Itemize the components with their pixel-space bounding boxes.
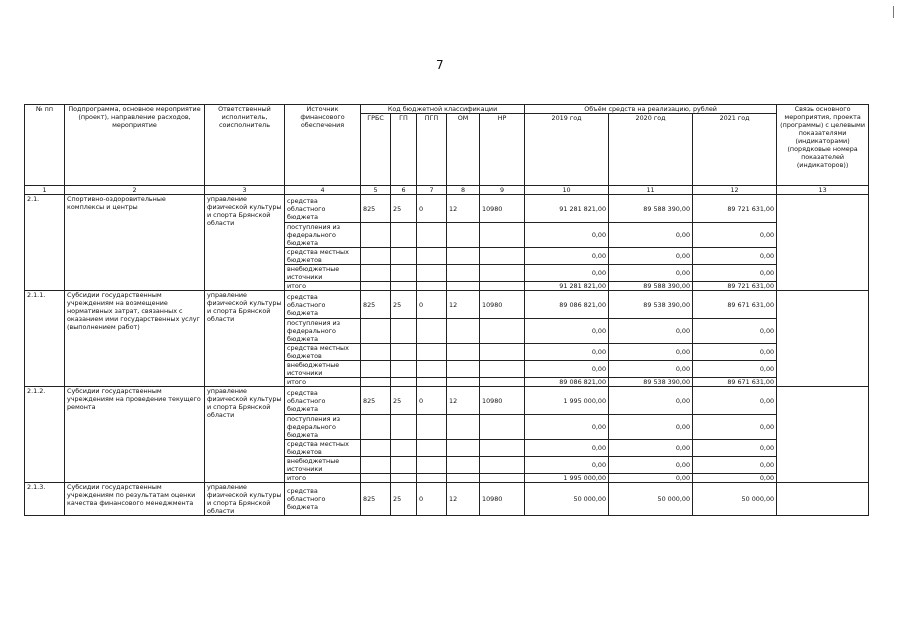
col-number: 4 [285, 186, 361, 195]
amount-2021: 0,00 [693, 319, 777, 344]
amount-2021: 0,00 [693, 440, 777, 457]
amount-2021: 89 671 631,00 [693, 291, 777, 319]
amount-2019: 50 000,00 [525, 483, 609, 516]
row-num: 2.1. [25, 195, 65, 291]
amount-2021: 0,00 [693, 344, 777, 361]
code-gp: 25 [391, 387, 417, 415]
amount-2020: 0,00 [609, 415, 693, 440]
row-name: Спортивно-оздоровительные комплексы и центры [65, 195, 205, 291]
amount-2019: 0,00 [525, 248, 609, 265]
col-number: 2 [65, 186, 205, 195]
code-om: 12 [447, 387, 480, 415]
amount-2019: 0,00 [525, 361, 609, 378]
col-number: 6 [391, 186, 417, 195]
source-regional: средства областного бюджета [285, 483, 361, 516]
amount-2021: 89 721 631,00 [693, 195, 777, 223]
header-volume: Объём средств на реализацию, рублей [525, 105, 777, 114]
col-number: 8 [447, 186, 480, 195]
column-numbers-row [25, 186, 869, 195]
amount-2020: 0,00 [609, 457, 693, 474]
source-local: средства местных бюджетов [285, 344, 361, 361]
code-nr: 10980 [480, 483, 525, 516]
total-2019: 91 281 821,00 [525, 282, 609, 291]
col-number: 11 [609, 186, 693, 195]
header-pgp: ПГП [417, 114, 447, 186]
indicator-link [777, 195, 869, 291]
code-gp: 25 [391, 195, 417, 223]
total-2019: 89 086 821,00 [525, 378, 609, 387]
table-row [25, 387, 869, 415]
code-om: 12 [447, 195, 480, 223]
amount-2019: 1 995 000,00 [525, 387, 609, 415]
header-2021: 2021 год [693, 114, 777, 186]
amount-2019: 91 281 821,00 [525, 195, 609, 223]
source-regional: средства областного бюджета [285, 387, 361, 415]
source-federal: поступления из федерального бюджета [285, 319, 361, 344]
header-om: ОМ [447, 114, 480, 186]
code-pgp: 0 [417, 387, 447, 415]
source-federal: поступления из федерального бюджета [285, 415, 361, 440]
amount-2020: 50 000,00 [609, 483, 693, 516]
amount-2020: 0,00 [609, 265, 693, 282]
amount-2019: 0,00 [525, 415, 609, 440]
table-row [25, 195, 869, 223]
col-number: 13 [777, 186, 869, 195]
row-name: Субсидии государственным учреждениям на проведение текущего ремонта [65, 387, 205, 483]
amount-2020: 0,00 [609, 361, 693, 378]
header-budget-code: Код бюджетной классификации [361, 105, 525, 114]
amount-2020: 89 588 390,00 [609, 195, 693, 223]
header-grbs: ГРБС [361, 114, 391, 186]
code-pgp: 0 [417, 291, 447, 319]
table-row [25, 483, 869, 516]
col-number: 7 [417, 186, 447, 195]
header-executor: Ответственный исполнитель, соисполнитель [205, 105, 285, 186]
code-grbs: 825 [361, 387, 391, 415]
row-executor: управление физической культуры и спорта Брянской области [205, 483, 285, 516]
source-local: средства местных бюджетов [285, 248, 361, 265]
code-nr: 10980 [480, 195, 525, 223]
source-total: итого [285, 282, 361, 291]
header-2020: 2020 год [609, 114, 693, 186]
amount-2020: 0,00 [609, 319, 693, 344]
col-number: 1 [25, 186, 65, 195]
page-number: 7 [436, 58, 444, 72]
amount-2021: 0,00 [693, 387, 777, 415]
total-2019: 1 995 000,00 [525, 474, 609, 483]
amount-2020: 0,00 [609, 440, 693, 457]
amount-2021: 0,00 [693, 415, 777, 440]
row-name: Субсидии государственным учреждениям на возмещение нормативных затрат, связанных с оказанием ими государственных услуг (выполнением работ) [65, 291, 205, 387]
header-num: № пп [25, 105, 65, 186]
source-extra: внебюджетные источники [285, 361, 361, 378]
header-source: Источник финансового обеспечения [285, 105, 361, 186]
amount-2021: 0,00 [693, 361, 777, 378]
row-num: 2.1.1. [25, 291, 65, 387]
header-2019: 2019 год [525, 114, 609, 186]
source-regional: средства областного бюджета [285, 195, 361, 223]
indicator-link [777, 387, 869, 483]
scan-edge-mark [893, 6, 894, 18]
code-nr: 10980 [480, 291, 525, 319]
row-executor: управление физической культуры и спорта Брянской области [205, 387, 285, 483]
code-om: 12 [447, 291, 480, 319]
amount-2019: 0,00 [525, 223, 609, 248]
amount-2019: 0,00 [525, 265, 609, 282]
source-total: итого [285, 474, 361, 483]
header-gp: ГП [391, 114, 417, 186]
col-number: 10 [525, 186, 609, 195]
col-number: 9 [480, 186, 525, 195]
total-2021: 0,00 [693, 474, 777, 483]
code-grbs: 825 [361, 291, 391, 319]
code-pgp: 0 [417, 195, 447, 223]
amount-2020: 0,00 [609, 344, 693, 361]
indicator-link [777, 291, 869, 387]
source-regional: средства областного бюджета [285, 291, 361, 319]
col-number: 5 [361, 186, 391, 195]
source-local: средства местных бюджетов [285, 440, 361, 457]
header-link: Связь основного мероприятия, проекта (программы) с целевыми показателями (индикаторами) (порядковые номера показателей (индикаторов)) [777, 105, 869, 186]
code-grbs: 825 [361, 195, 391, 223]
amount-2021: 0,00 [693, 265, 777, 282]
code-om: 12 [447, 483, 480, 516]
code-gp: 25 [391, 291, 417, 319]
amount-2020: 0,00 [609, 387, 693, 415]
header-program: Подпрограмма, основное мероприятие (проект), направление расходов, мероприятие [65, 105, 205, 186]
row-executor: управление физической культуры и спорта Брянской области [205, 291, 285, 387]
total-2020: 89 588 390,00 [609, 282, 693, 291]
amount-2019: 0,00 [525, 319, 609, 344]
source-extra: внебюджетные источники [285, 457, 361, 474]
amount-2020: 0,00 [609, 223, 693, 248]
col-number: 12 [693, 186, 777, 195]
amount-2021: 0,00 [693, 248, 777, 265]
source-extra: внебюджетные источники [285, 265, 361, 282]
amount-2019: 0,00 [525, 440, 609, 457]
code-gp: 25 [391, 483, 417, 516]
code-grbs: 825 [361, 483, 391, 516]
amount-2019: 89 086 821,00 [525, 291, 609, 319]
total-2020: 89 538 390,00 [609, 378, 693, 387]
code-nr: 10980 [480, 387, 525, 415]
amount-2019: 0,00 [525, 344, 609, 361]
amount-2021: 0,00 [693, 223, 777, 248]
row-executor: управление физической культуры и спорта Брянской области [205, 195, 285, 291]
indicator-link [777, 483, 869, 516]
amount-2021: 50 000,00 [693, 483, 777, 516]
header-nr: НР [480, 114, 525, 186]
col-number: 3 [205, 186, 285, 195]
row-name: Субсидии государственным учреждениям по результатам оценки качества финансового менеджмента [65, 483, 205, 516]
row-num: 2.1.2. [25, 387, 65, 483]
amount-2020: 0,00 [609, 248, 693, 265]
amount-2021: 0,00 [693, 457, 777, 474]
budget-table [24, 104, 869, 516]
source-total: итого [285, 378, 361, 387]
total-2021: 89 721 631,00 [693, 282, 777, 291]
table-row [25, 291, 869, 319]
header-row-1 [25, 105, 869, 114]
total-2020: 0,00 [609, 474, 693, 483]
row-num: 2.1.3. [25, 483, 65, 516]
amount-2020: 89 538 390,00 [609, 291, 693, 319]
code-pgp: 0 [417, 483, 447, 516]
total-2021: 89 671 631,00 [693, 378, 777, 387]
amount-2019: 0,00 [525, 457, 609, 474]
source-federal: поступления из федерального бюджета [285, 223, 361, 248]
